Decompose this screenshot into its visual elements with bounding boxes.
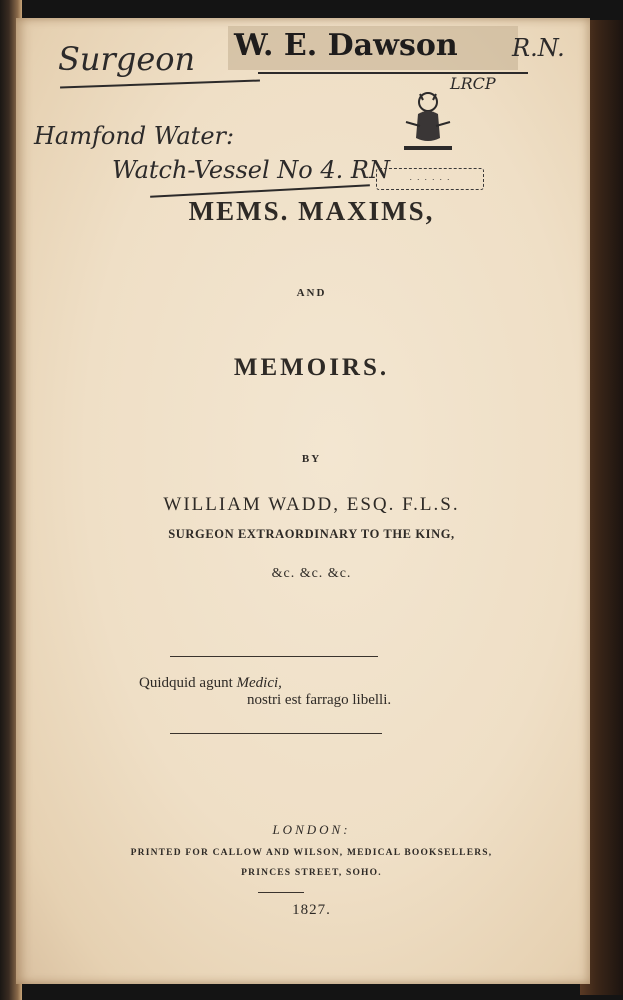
epigraph-line2: nostri est farrago libelli.	[247, 692, 392, 708]
inscription-underline	[258, 72, 528, 74]
author-role: SURGEON EXTRAORDINARY TO THE KING,	[168, 527, 455, 541]
imprint-printer: PRINTED FOR CALLOW AND WILSON, MEDICAL BOOKSELLERS,	[130, 848, 493, 858]
imprint-address: PRINCES STREET, SOHO.	[241, 868, 382, 878]
inscription-name-stamp: W. E. Dawson	[234, 28, 458, 63]
inscription-surgeon: Surgeon	[58, 40, 196, 78]
epigraph-line1-text: Quidquid agunt	[139, 675, 237, 691]
divider-top	[170, 656, 378, 657]
imprint-rule	[258, 892, 304, 893]
epigraph-emphasis: Medici,	[236, 675, 282, 691]
title-conjunction: AND	[296, 287, 327, 299]
inscription-rn: R.N.	[512, 34, 565, 62]
inscription-location: Hamfond Water:	[34, 122, 235, 150]
ex-libris-label: · · · · · ·	[376, 168, 484, 190]
book-title-line1: MEMS. MAXIMS,	[188, 196, 435, 226]
inscription-qualification: LRCP	[450, 74, 496, 93]
by-line: BY	[301, 453, 322, 465]
imprint-city: LONDON:	[272, 822, 351, 837]
author-name: WILLIAM WADD, ESQ. F.L.S.	[163, 494, 460, 515]
divider-bottom	[170, 733, 382, 734]
inscription-vessel: Watch-Vessel No 4. RN	[112, 156, 390, 184]
author-etc: &c. &c. &c.	[271, 566, 352, 581]
epigraph-line1	[139, 675, 282, 692]
publication-year: 1827.	[292, 902, 331, 918]
heraldic-crest-icon	[398, 88, 458, 160]
book-title-line2: MEMOIRS.	[233, 354, 390, 381]
